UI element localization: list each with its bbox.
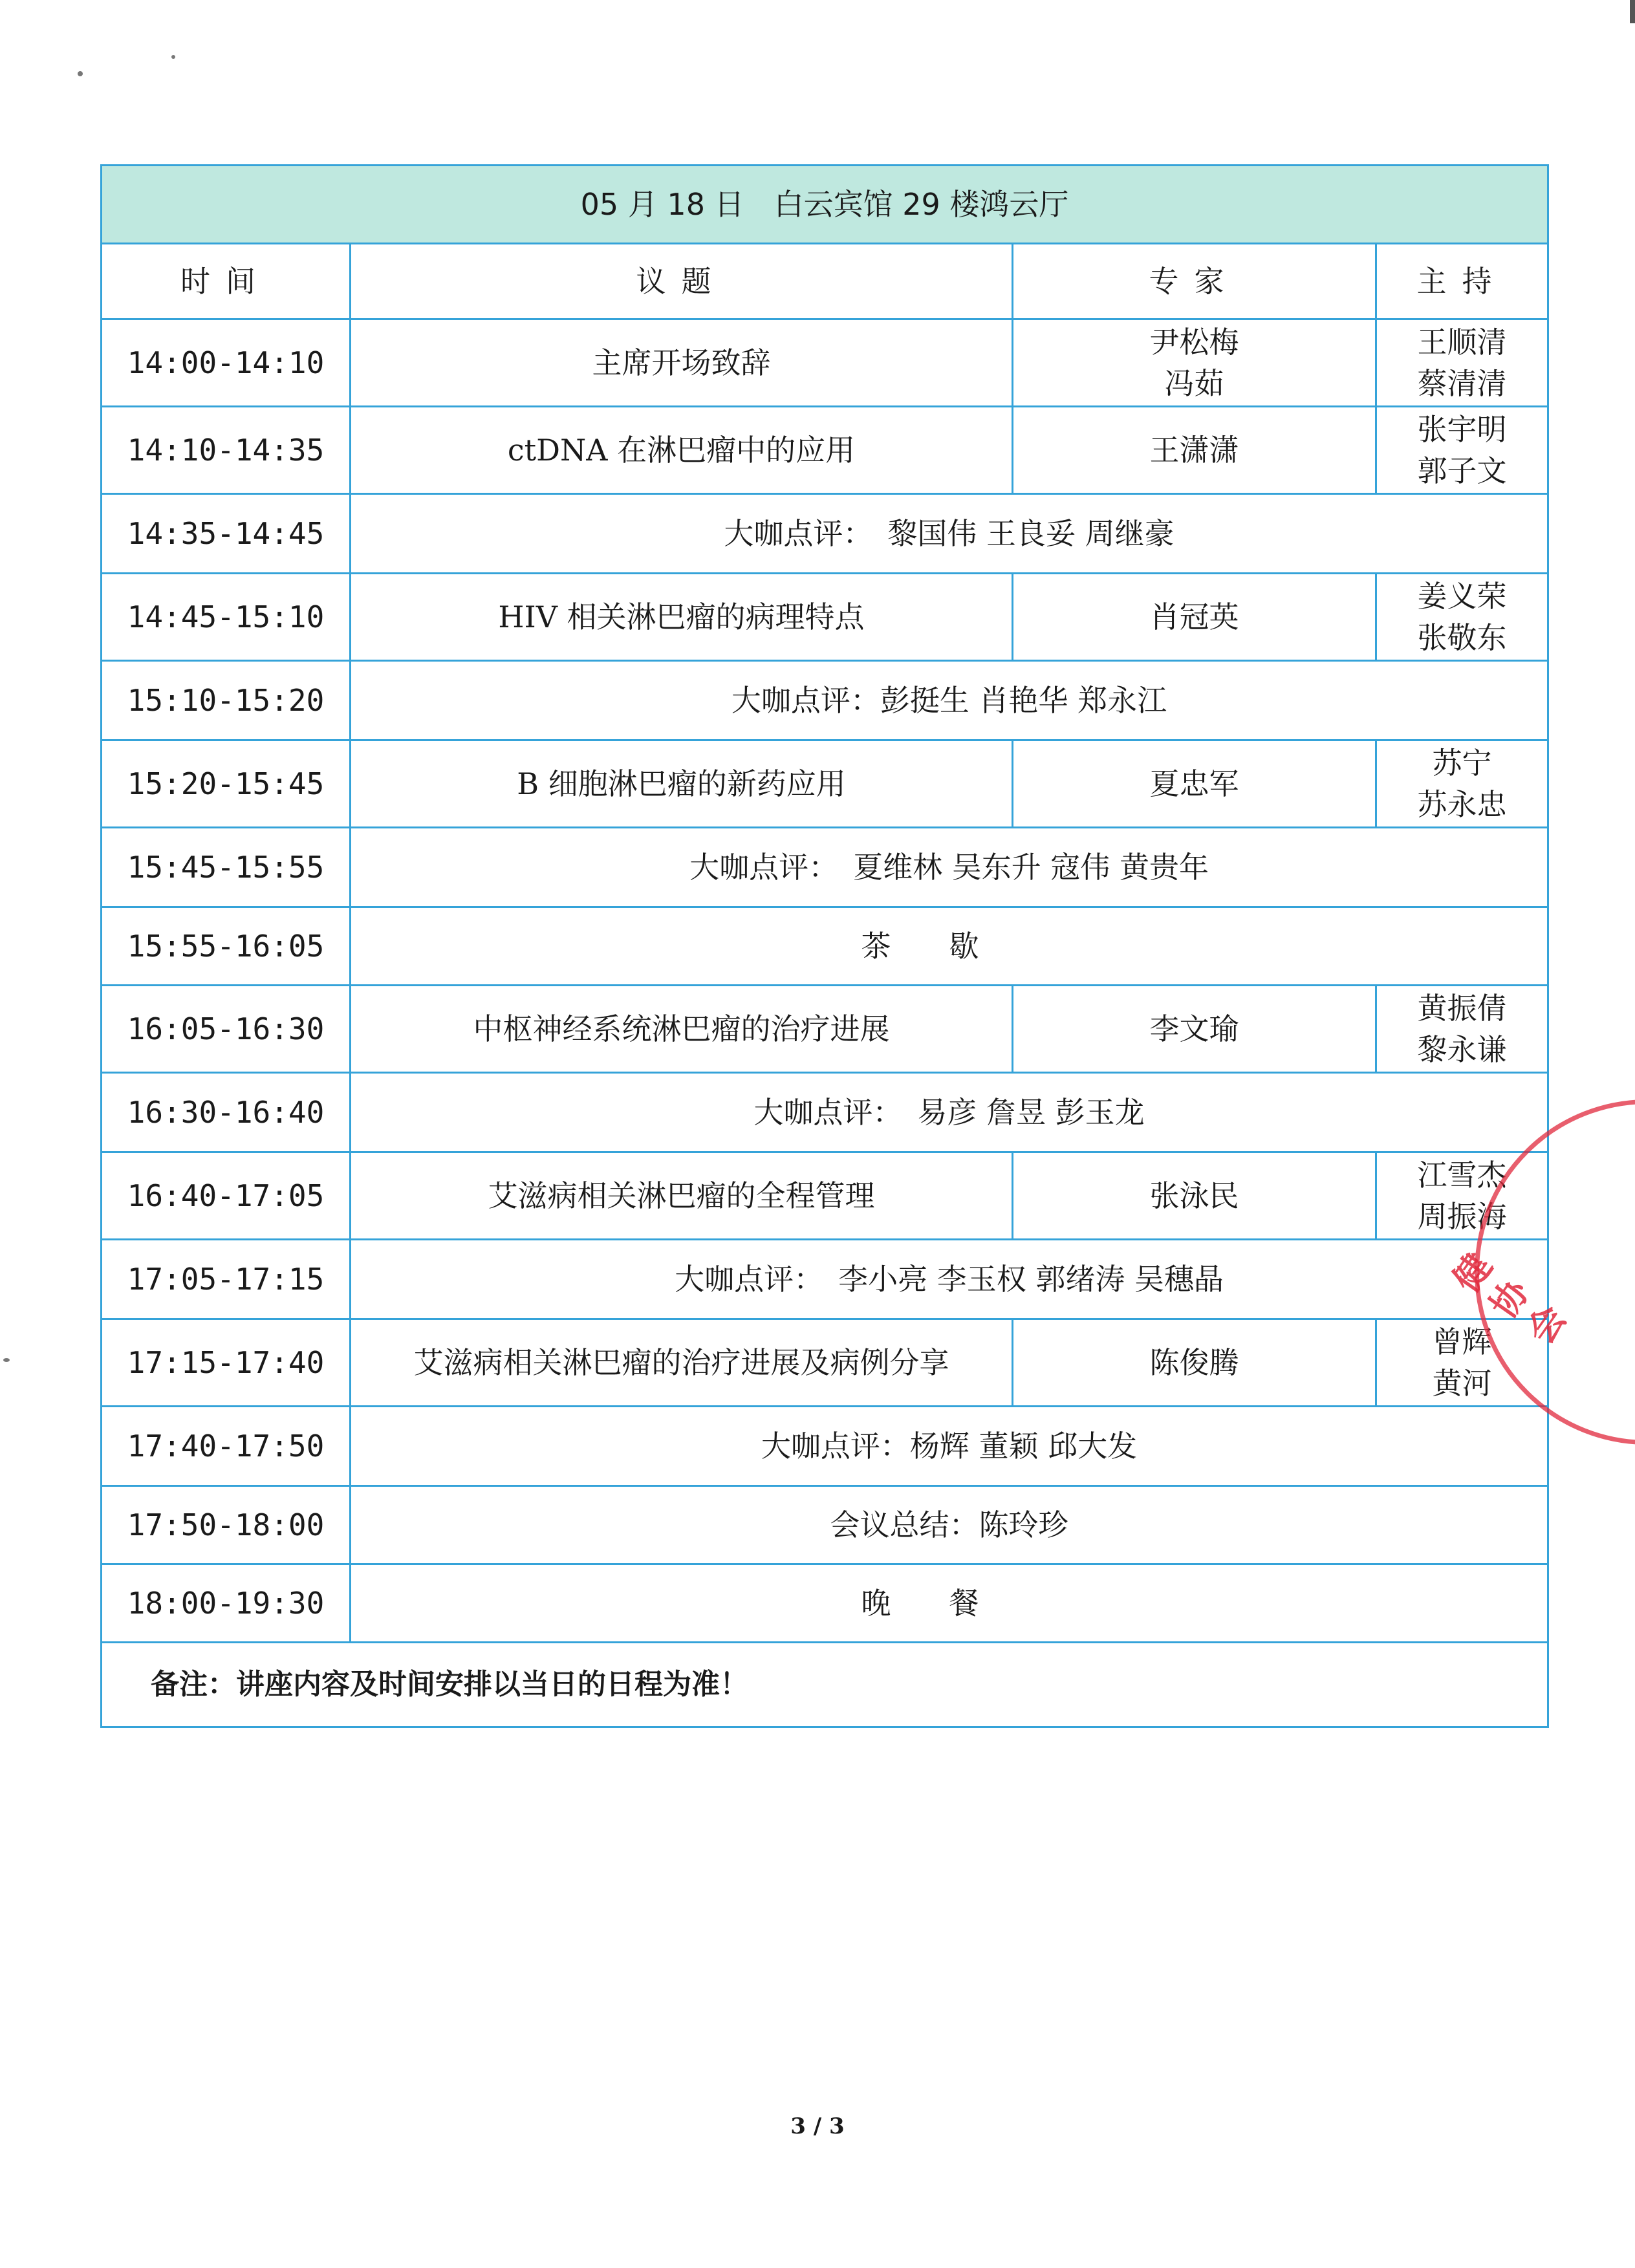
schedule-row [102, 319, 1548, 407]
schedule-row [102, 494, 1548, 574]
time-cell: 14:00-14:10 [102, 319, 351, 407]
schedule-table [100, 164, 1549, 1728]
speaker-cell [1013, 407, 1376, 494]
chair-name: 周振海 [1417, 1199, 1507, 1234]
speaker-name: 李文瑜 [1149, 1011, 1239, 1046]
chair-name: 蔡清清 [1417, 366, 1507, 401]
chair-name: 黎永谦 [1417, 1032, 1507, 1067]
schedule-row [102, 828, 1548, 907]
schedule-row [102, 1073, 1548, 1152]
chair-name: 姜义荣 [1417, 579, 1507, 614]
column-header-speaker: 专家 [1013, 244, 1376, 319]
chair-name: 张宇明 [1417, 412, 1507, 447]
schedule-row [102, 661, 1548, 740]
time-cell: 17:15-17:40 [102, 1319, 351, 1407]
schedule-row [102, 907, 1548, 986]
topic-cell: 中枢神经系统淋巴瘤的治疗进展 [351, 986, 1013, 1073]
schedule-row [102, 1486, 1548, 1564]
banner-title: 05 月 18 日 白云宾馆 29 楼鸿云厅 [102, 166, 1548, 244]
topic-cell: 艾滋病相关淋巴瘤的治疗进展及病例分享 [351, 1319, 1013, 1407]
topic-cell: 艾滋病相关淋巴瘤的全程管理 [351, 1152, 1013, 1240]
review-cell: 大咖点评：杨辉 董颖 邱大发 [351, 1407, 1548, 1486]
time-cell: 15:10-15:20 [102, 661, 351, 740]
schedule-row [102, 740, 1548, 828]
review-cell: 大咖点评： 黎国伟 王良妥 周继豪 [351, 494, 1548, 574]
note-row [102, 1643, 1548, 1727]
review-cell: 大咖点评： 夏维林 吴东升 寇伟 黄贵年 [351, 828, 1548, 907]
chair-name: 王顺清 [1417, 325, 1507, 360]
chair-name: 黄振倩 [1417, 991, 1507, 1026]
speaker-name: 尹松梅 [1149, 325, 1239, 360]
scan-speck [171, 55, 175, 59]
scan-speck [3, 1358, 10, 1362]
column-header-chair: 主持 [1376, 244, 1548, 319]
schedule-row [102, 1407, 1548, 1486]
schedule-row [102, 574, 1548, 661]
schedule-row [102, 1564, 1548, 1643]
speaker-name: 陈俊腾 [1149, 1345, 1239, 1380]
time-cell: 17:50-18:00 [102, 1486, 351, 1564]
scan-edge-mark [1630, 0, 1635, 23]
chair-name: 张敬东 [1417, 620, 1507, 655]
chair-cell [1376, 740, 1548, 828]
time-cell: 16:30-16:40 [102, 1073, 351, 1152]
column-header-topic: 议题 [351, 244, 1013, 319]
chair-name: 苏永忠 [1417, 787, 1507, 822]
schedule-row [102, 1240, 1548, 1319]
topic-cell: 主席开场致辞 [351, 319, 1013, 407]
chair-name: 曾辉 [1432, 1324, 1492, 1359]
time-cell: 17:05-17:15 [102, 1240, 351, 1319]
schedule-row [102, 986, 1548, 1073]
note-text: 备注：讲座内容及时间安排以当日的日程为准！ [102, 1643, 1548, 1727]
schedule-body [102, 319, 1548, 1643]
break-cell: 晚餐 [351, 1564, 1548, 1643]
review-cell: 大咖点评：彭挺生 肖艳华 郑永江 [351, 661, 1548, 740]
seal-text: 健协会 [1445, 1246, 1575, 1352]
schedule-row [102, 1319, 1548, 1407]
time-cell: 14:45-15:10 [102, 574, 351, 661]
speaker-cell [1013, 1319, 1376, 1407]
speaker-cell [1013, 740, 1376, 828]
time-cell: 15:45-15:55 [102, 828, 351, 907]
schedule-row [102, 1152, 1548, 1240]
break-cell: 茶歇 [351, 907, 1548, 986]
time-cell: 16:40-17:05 [102, 1152, 351, 1240]
speaker-name: 夏忠军 [1149, 766, 1239, 801]
column-header-time: 时间 [102, 244, 351, 319]
chair-cell [1376, 319, 1548, 407]
summary-cell: 会议总结：陈玲珍 [351, 1486, 1548, 1564]
topic-cell: HIV 相关淋巴瘤的病理特点 [351, 574, 1013, 661]
time-cell: 17:40-17:50 [102, 1407, 351, 1486]
chair-name: 江雪杰 [1417, 1158, 1507, 1193]
speaker-cell [1013, 986, 1376, 1073]
topic-cell: ctDNA 在淋巴瘤中的应用 [351, 407, 1013, 494]
speaker-name: 肖冠英 [1149, 599, 1239, 634]
speaker-name: 王潇潇 [1149, 433, 1239, 468]
chair-name: 黄河 [1432, 1366, 1492, 1401]
chair-name: 苏宁 [1432, 746, 1492, 781]
chair-name: 郭子文 [1417, 453, 1507, 488]
chair-cell [1376, 574, 1548, 661]
time-cell: 14:35-14:45 [102, 494, 351, 574]
topic-cell: B 细胞淋巴瘤的新药应用 [351, 740, 1013, 828]
header-row [102, 244, 1548, 319]
banner-row [102, 166, 1548, 244]
scan-speck [78, 71, 83, 76]
time-cell: 14:10-14:35 [102, 407, 351, 494]
time-cell: 15:55-16:05 [102, 907, 351, 986]
speaker-name: 冯茹 [1164, 366, 1224, 401]
time-cell: 15:20-15:45 [102, 740, 351, 828]
speaker-cell [1013, 1152, 1376, 1240]
time-cell: 18:00-19:30 [102, 1564, 351, 1643]
schedule-row [102, 407, 1548, 494]
speaker-cell [1013, 574, 1376, 661]
speaker-cell [1013, 319, 1376, 407]
chair-cell [1376, 986, 1548, 1073]
review-cell: 大咖点评： 易彦 詹昱 彭玉龙 [351, 1073, 1548, 1152]
time-cell: 16:05-16:30 [102, 986, 351, 1073]
review-cell: 大咖点评： 李小亮 李玉权 郭绪涛 吴穗晶 [351, 1240, 1548, 1319]
speaker-name: 张泳民 [1149, 1178, 1239, 1213]
chair-cell [1376, 407, 1548, 494]
page-number: 3 / 3 [790, 2113, 845, 2139]
